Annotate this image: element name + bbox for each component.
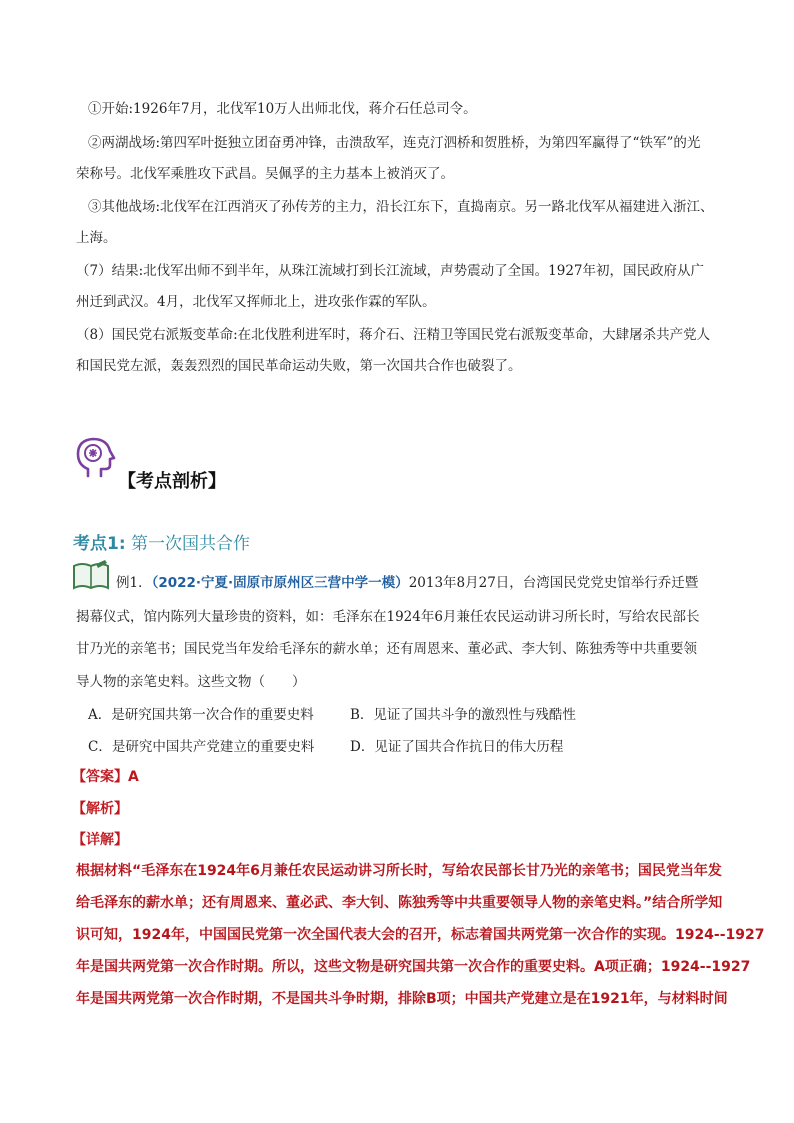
detail-line-2: 给毛泽东的薪水单；还有周恩来、董必武、李大钊、陈独秀等中共重要领导人物的亲笔史料。”结合所学知	[76, 895, 723, 911]
question-line-3: 甘乃光的亲笔书；国民党当年发给毛泽东的薪水单；还有周恩来、董必武、李大钊、陈独秀等中共重要领	[76, 641, 697, 657]
question-line-2: 揭幕仪式，馆内陈列大量珍贵的资料，如：毛泽东在1924年6月兼任农民运动讲习所长时，写给农民部长	[76, 609, 700, 625]
option-d[interactable]: D．见证了国共合作抗日的伟大历程	[350, 739, 564, 755]
intro-line-8: （8）国民党右派叛变革命:在北伐胜利进军时，蒋介石、汪精卫等国民党右派叛变革命，大肆屠杀共产党人	[76, 327, 711, 343]
intro-line-9: 和国民党左派，轰轰烈烈的国民革命运动失败，第一次国共合作也破裂了。	[76, 358, 522, 374]
question-line-1-rest: 2013年8月27日，台湾国民党党史馆举行乔迁暨	[408, 575, 699, 591]
detail-label: 【详解】	[72, 832, 128, 848]
analysis-label: 【解析】	[72, 801, 128, 817]
book-pencil-icon	[72, 560, 110, 592]
intro-line-6: （7）结果:北伐军出师不到半年，从珠江流域打到长江流域，声势震动了全国。1927年初，国民政府从广	[76, 263, 704, 279]
intro-line-7: 州迁到武汉。4月，北伐军又挥师北上，进攻张作霖的军队。	[76, 294, 436, 310]
detail-line-1: 根据材料“毛泽东在1924年6月兼任农民运动讲习所长时，写给农民部长甘乃光的亲笔书；国民党当年发	[76, 863, 722, 879]
question-line-1	[116, 571, 698, 591]
question-source: （2022·宁夏·固原市原州区三营中学一模）	[151, 575, 409, 591]
point-title-text: 第一次国共合作	[131, 534, 251, 554]
detail-line-5: 年是国共两党第一次合作时期，不是国共斗争时期，排除B项；中国共产党建立是在1921年，与材料时间	[76, 991, 728, 1007]
option-c[interactable]: C．是研究中国共产党建立的重要史料	[88, 739, 315, 755]
intro-line-5: 上海。	[76, 230, 117, 246]
detail-line-4: 年是国共两党第一次合作时期。所以，这些文物是研究国共第一次合作的重要史料。A项正确；1924--1927	[76, 959, 751, 975]
intro-line-4: ③其他战场:北伐军在江西消灭了孙传芳的主力，沿长江东下，直捣南京。另一路北伐军从福建进入浙江、	[88, 199, 714, 215]
brain-head-icon	[70, 432, 120, 482]
intro-line-3: 荣称号。北伐军乘胜攻下武昌。吴佩孚的主力基本上被消灭了。	[76, 166, 454, 182]
option-b[interactable]: B．见证了国共斗争的激烈性与残酷性	[350, 707, 576, 723]
question-number: 例1．	[116, 575, 152, 591]
detail-line-3: 识可知，1924年，中国国民党第一次全国代表大会的召开，标志着国共两党第一次合作的实现。1924--1927	[76, 927, 765, 943]
section-title: 【考点剖析】	[118, 471, 226, 492]
answer-label: 【答案】A	[72, 769, 139, 785]
intro-line-1: ①开始:1926年7月，北伐军10万人出师北伐，蒋介石任总司令。	[88, 101, 477, 117]
option-a[interactable]: A．是研究国共第一次合作的重要史料	[88, 707, 314, 723]
point-label: 考点1:	[73, 534, 126, 554]
point-title	[73, 529, 250, 554]
question-line-4: 导人物的亲笔史料。这些文物（ ）	[76, 674, 306, 690]
intro-line-2: ②两湖战场:第四军叶挺独立团奋勇冲锋，击溃敌军，连克汀泗桥和贺胜桥，为第四军赢得了“铁军”的光	[88, 135, 701, 151]
